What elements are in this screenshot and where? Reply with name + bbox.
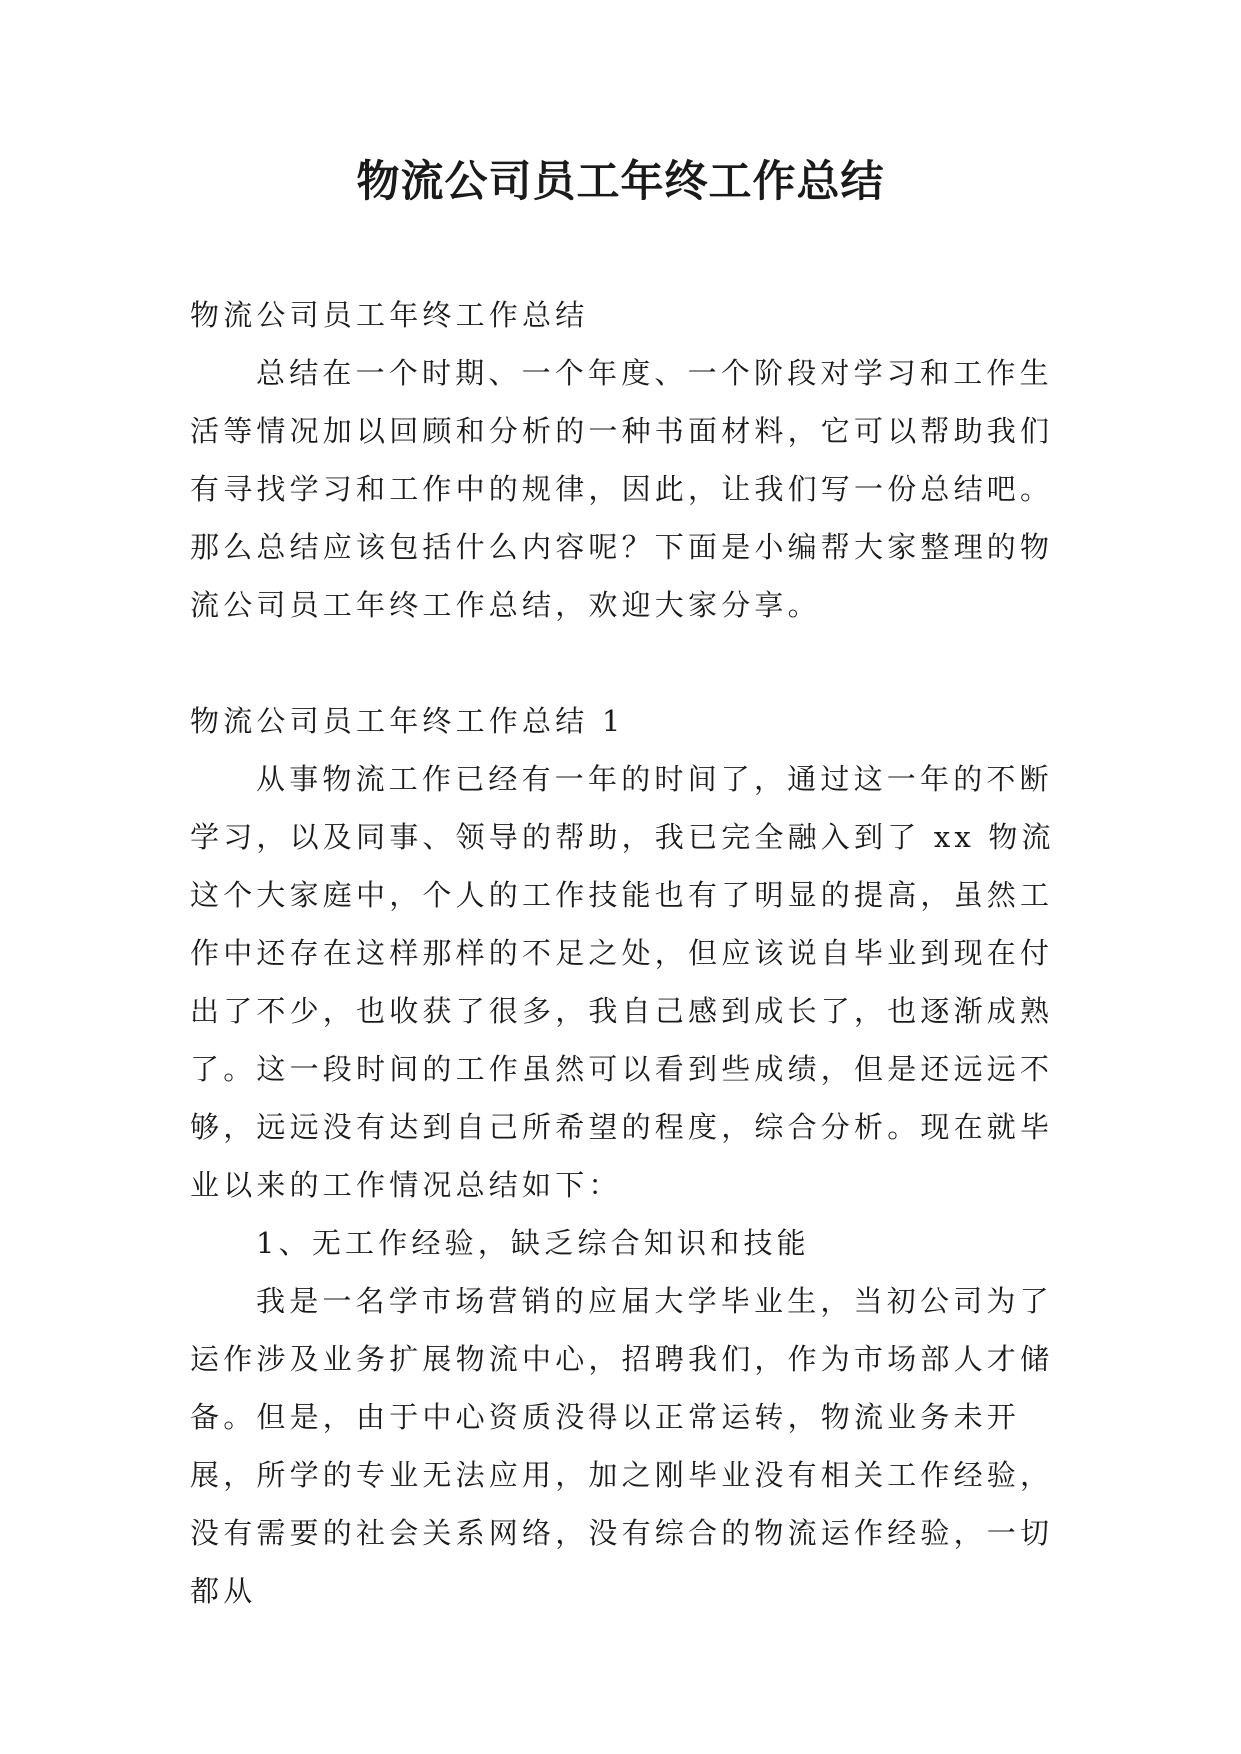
section-title: 物流公司员工年终工作总结 1 [190,704,625,738]
point-paragraph: 我是一名学市场营销的应届大学毕业生，当初公司为了运作涉及业务扩展物流中心，招聘我们，作为市场部人才储备。但是，由于中心资质没得以正常运转，物流业务未开展，所学的专业无法应用，加之刚毕业没有相关工作经验，没有需要的社会关系网络，没有综合的物流运作经验，一切都从 [190,1284,1054,1608]
section-paragraph: 从事物流工作已经有一年的时间了，通过这一年的不断学习，以及同事、领导的帮助，我已完全融入到了 xx 物流这个大家庭中，个人的工作技能也有了明显的提高，虽然工作中还存在这样那样的不足之处，但应该说自毕业到现在付出了不少，也收获了很多，我自己感到成长了，也逐渐成熟了。这一段时间的工作虽然可以看到些成绩，但是还远远不够，远远没有达到自己所希望的程度，综合分析。现在就毕业以来的工作情况总结如下： [190,762,1055,1202]
document-title: 物流公司员工年终工作总结 [356,157,885,207]
document-body [190,286,1070,1620]
intro-paragraph: 总结在一个时期、一个年度、一个阶段对学习和工作生活等情况加以回顾和分析的一种书面材料，它可以帮助我们有寻找学习和工作中的规律，因此，让我们写一份总结吧。那么总结应该包括什么内容呢？下面是小编帮大家整理的物流公司员工年终工作总结，欢迎大家分享。 [190,356,1054,622]
paragraph-gap [190,634,1070,692]
subheading: 物流公司员工年终工作总结 [190,298,589,332]
point-heading: 1、无工作经验，缺乏综合知识和技能 [256,1226,810,1260]
